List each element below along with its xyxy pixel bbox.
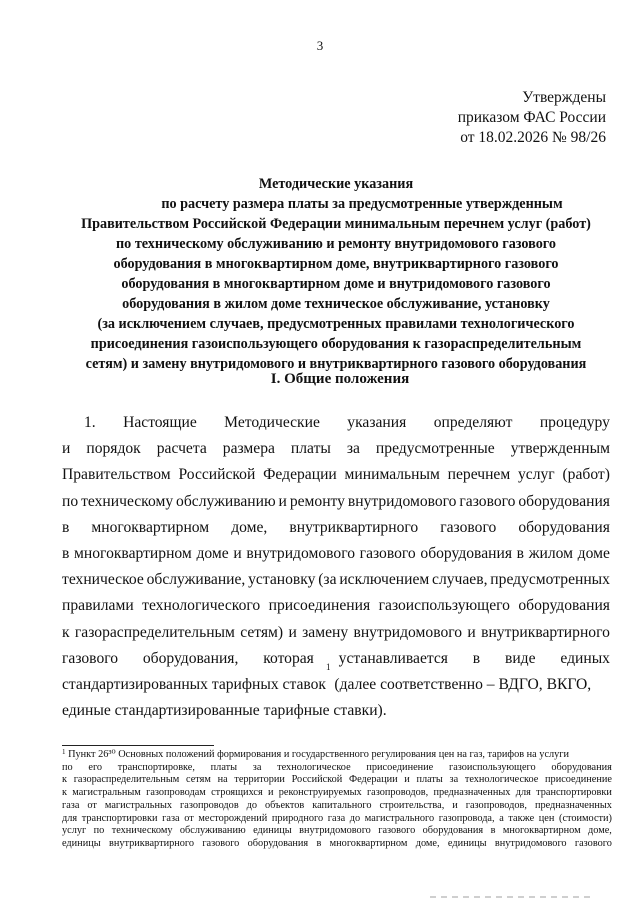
paragraph-line: 1. Настоящие Методические указания определяют процедуру <box>84 414 610 431</box>
paragraph-line: в многоквартирном доме, внутриквартирного газового оборудования <box>62 518 610 536</box>
approval-line-3: от 18.02.2026 № 98/26 <box>460 129 606 146</box>
title-line: сетям) и замену внутридомового и внутриквартирного газового оборудования <box>85 356 587 372</box>
title-line: оборудования в жилом доме техническое обслуживание, установку <box>122 296 550 312</box>
scan-artifact <box>430 896 590 898</box>
paragraph-line: Правительством Российской Федерации минимальным перечнем услуг (работ) <box>62 466 610 484</box>
title-line: Правительством Российской Федерации минимальным перечнем услуг (работ) <box>81 216 591 232</box>
paragraph-line: в многоквартирном доме и внутридомового газового оборудования в жилом доме <box>62 545 610 563</box>
footnote-line: для транспортировки газа от месторождений природного газа до магистрального газопровода, а также цен (стоимости) <box>62 812 612 824</box>
title-line: Методические указания <box>258 176 414 192</box>
footnote-line: услуг по техническому обслуживанию единицы внутридомового газового оборудования в многоквартирном доме, <box>62 825 612 837</box>
title-line: оборудования в многоквартирном доме, внутриквартирного газового <box>113 256 559 272</box>
footnote-marker: 1 <box>62 748 66 756</box>
title-line: по техническому обслуживанию и ремонту внутридомового газового <box>116 236 556 252</box>
paragraph-line: к газораспределительным сетям) и замену внутридомового и внутриквартирного <box>62 623 610 641</box>
footnote-line: единицы внутриквартирного газового оборудования в многоквартирном доме, единицы внутридомового газового <box>62 837 612 849</box>
title-line: оборудования в многоквартирном доме и внутридомового газового <box>121 276 551 292</box>
footnote-line: к газораспределительным сетям на территории Российской Федерации и платы за технологическое присоединение <box>62 774 612 786</box>
footnote-line: газа от магистральных газопроводов до объектов капитального строительства, и газопроводов, предназначенных <box>62 799 612 811</box>
paragraph-line: газового оборудования, которая устанавливается в виде единых <box>62 649 610 667</box>
footnote-line-text: Пункт 26³⁰ Основных положений формирования и государственного регулирования цен на газ, тарифов на услуги <box>68 749 570 760</box>
title-line: по расчету размера платы за предусмотренные утвержденным <box>161 196 563 212</box>
page-number: 3 <box>316 38 324 53</box>
paragraph-line-part: (далее соответственно – ВДГО, ВКГО, <box>334 676 592 694</box>
footnote-line-first <box>62 749 612 762</box>
footnote-line: по его транспортировке, платы за технологическое присоединение газоиспользующего оборудования <box>62 761 612 773</box>
paragraph-line-part: стандартизированных тарифных ставок <box>62 676 327 694</box>
paragraph-line: техническое обслуживание, установку (за исключением случаев, предусмотренных <box>62 571 610 589</box>
approval-line-2: приказом ФАС России <box>457 109 606 126</box>
approval-line-1: Утверждены <box>522 89 606 106</box>
footnote-divider <box>62 745 214 746</box>
paragraph-1 <box>62 410 610 724</box>
title-line: присоединения газоиспользующего оборудования к газораспределительным <box>90 336 582 352</box>
paragraph-line: и порядок расчета размера платы за предусмотренные утвержденным <box>62 440 610 458</box>
approval-stamp <box>458 88 606 148</box>
section-heading: I. Общие положения <box>270 371 410 387</box>
document-title <box>56 174 616 374</box>
paragraph-line: по техническому обслуживанию и ремонту внутридомового газового оборудования <box>62 492 610 510</box>
footnote <box>62 749 612 851</box>
paragraph-line: правилами технологического присоединения газоиспользующего оборудования <box>62 597 610 615</box>
paragraph-line: единые стандартизированные тарифные ставки). <box>62 702 387 720</box>
footnote-line-text-with-marker <box>62 749 569 762</box>
paragraph-line-with-footnote <box>62 662 610 698</box>
footnote-reference[interactable]: 1 <box>326 662 331 673</box>
title-line: (за исключением случаев, предусмотренных правилами технологического <box>97 316 575 332</box>
footnote-line: к магистральным газопроводам строящихся и реконструируемых газопроводов, предназначенных для транспортировки <box>62 787 612 799</box>
